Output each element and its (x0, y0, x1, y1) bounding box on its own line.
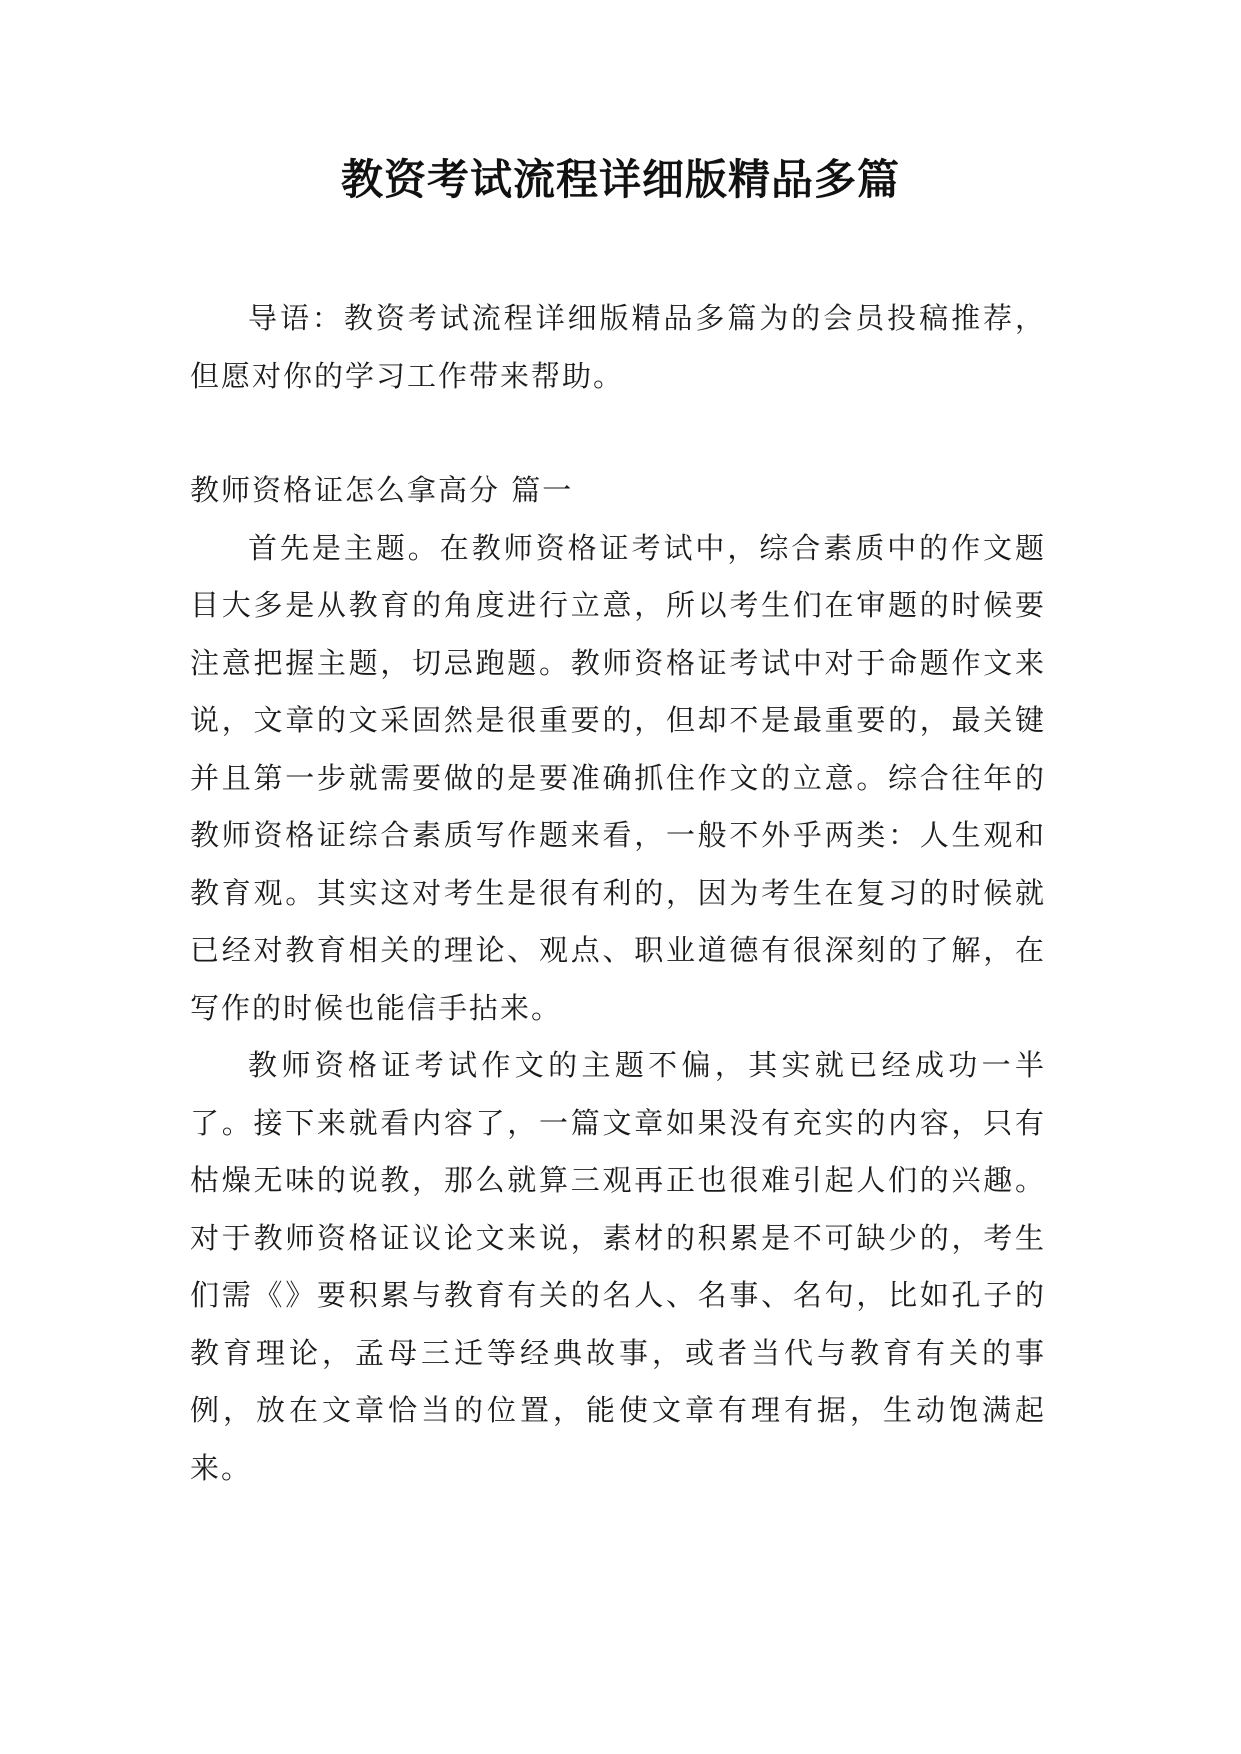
body-paragraph-1: 首先是主题。在教师资格证考试中，综合素质中的作文题目大多是从教育的角度进行立意，所以考生们在审题的时候要注意把握主题，切忌跑题。教师资格证考试中对于命题作文来说，文章的文采固然是很重要的，但却不是最重要的，最关键并且第一步就需要做的是要准确抓住作文的立意。综合往年的教师资格证综合素质写作题来看，一般不外乎两类：人生观和教育观。其实这对考生是很有利的，因为考生在复习的时候就已经对教育相关的理论、观点、职业道德有很深刻的了解，在写作的时候也能信手拈来。 (190, 530, 1046, 1025)
intro-paragraph: 导语：教资考试流程详细版精品多篇为的会员投稿推荐，但愿对你的学习工作带来帮助。 (190, 301, 1046, 393)
section-heading: 教师资格证怎么拿高分 篇一 (190, 473, 574, 507)
body-paragraph-2: 教师资格证考试作文的主题不偏，其实就已经成功一半了。接下来就看内容了，一篇文章如果没有充实的内容，只有枯燥无味的说教，那么就算三观再正也很难引起人们的兴趣。对于教师资格证议论文来说，素材的积累是不可缺少的，考生们需《》要积累与教育有关的名人、名事、名句，比如孔子的教育理论，孟母三迁等经典故事，或者当代与教育有关的事例，放在文章恰当的位置，能使文章有理有据，生动饱满起来。 (190, 1048, 1046, 1485)
document-title: 教资考试流程详细版精品多篇 (340, 155, 900, 204)
spacer (190, 405, 1046, 462)
document-body (190, 290, 1046, 1497)
